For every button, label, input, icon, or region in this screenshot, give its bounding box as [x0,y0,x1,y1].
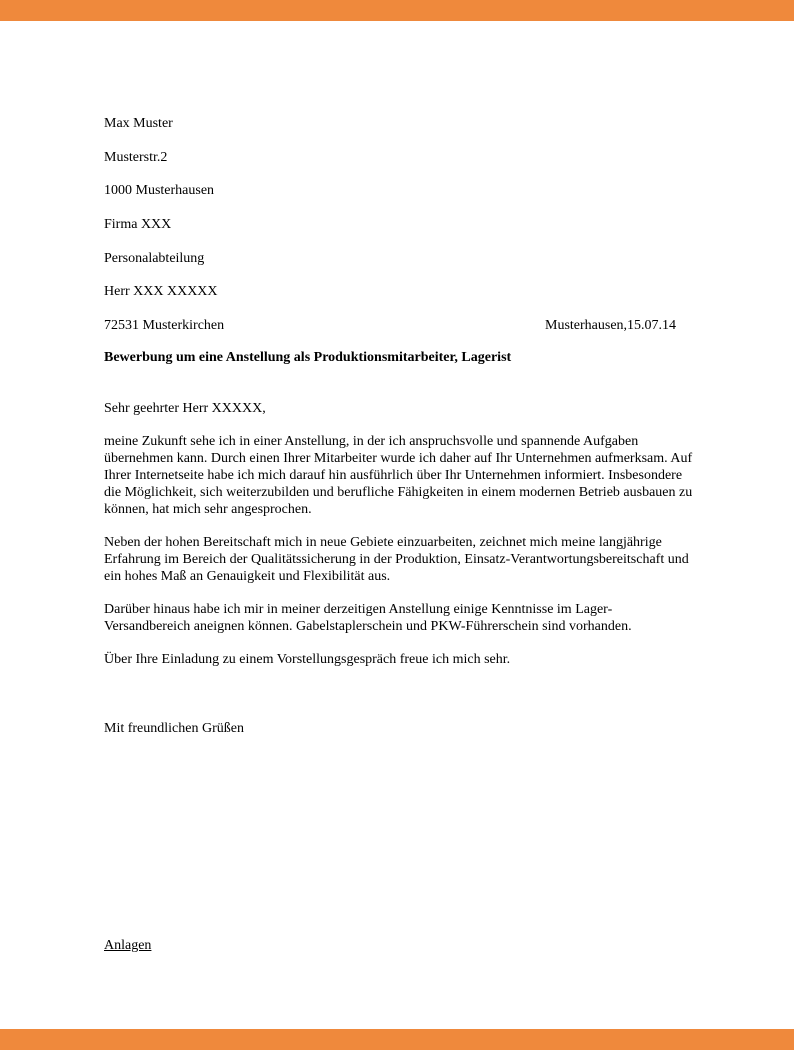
subject-line: Bewerbung um eine Anstellung als Produktionsmitarbeiter, Lagerist [104,350,512,365]
letter-body [104,433,696,684]
recipient-address-block [104,200,224,351]
sender-street: Musterstr.2 [104,149,168,165]
sender-name: Max Muster [104,116,173,131]
bottom-accent-bar [0,1029,794,1050]
body-paragraph: Über Ihre Einladung zu einem Vorstellungsgespräch freue ich mich sehr. [104,652,511,667]
salutation: Sehr geehrter Herr XXXXX, [104,401,266,416]
top-accent-bar [0,0,794,21]
body-paragraph: Neben der hohen Bereitschaft mich in neue Gebiete einzuarbeiten, zeichnet mich meine langjährige Erfahrung im Bereich der Qualitätssicherung in der Produktion, Einsatz-Verantwortungsbereitschaft und ein hohes Maß an Genauigkeit und Flexibilität aus. [104,535,689,584]
sender-city: 1000 Musterhausen [104,183,215,198]
date-line: Musterhausen,15.07.14 [545,318,677,333]
body-paragraph: meine Zukunft sehe ich in einer Anstellung, in der ich anspruchsvolle und spannende Aufgaben übernehmen kann. Durch einen Ihrer Mitarbeiter wurde ich daher auf Ihr Unternehmen aufmerksam. Auf Ihrer Internetseite habe ich mich darauf hin ausführlich über Ihr Unternehmen informiert. Insbesondere die Möglichkeit, sich weiterzubilden und berufliche Fähigkeiten in einem modernen Betrieb ausbauen zu können, hat mich sehr angesprochen. [104,434,693,517]
recipient-contact: Herr XXX XXXXX [104,284,218,299]
body-paragraph: Darüber hinaus habe ich mir in meiner derzeitigen Anstellung einige Kenntnisse im Lager-Versandbereich aneignen können. Gabelstaplerschein und PKW-Führerschein sind vorhanden. [104,602,632,634]
sender-address-block [104,99,214,217]
closing-line: Mit freundlichen Grüßen [104,721,244,736]
recipient-city: 72531 Musterkirchen [104,317,225,333]
enclosures-label: Anlagen [104,938,152,953]
recipient-department: Personalabteilung [104,250,205,266]
recipient-company: Firma XXX [104,217,172,232]
